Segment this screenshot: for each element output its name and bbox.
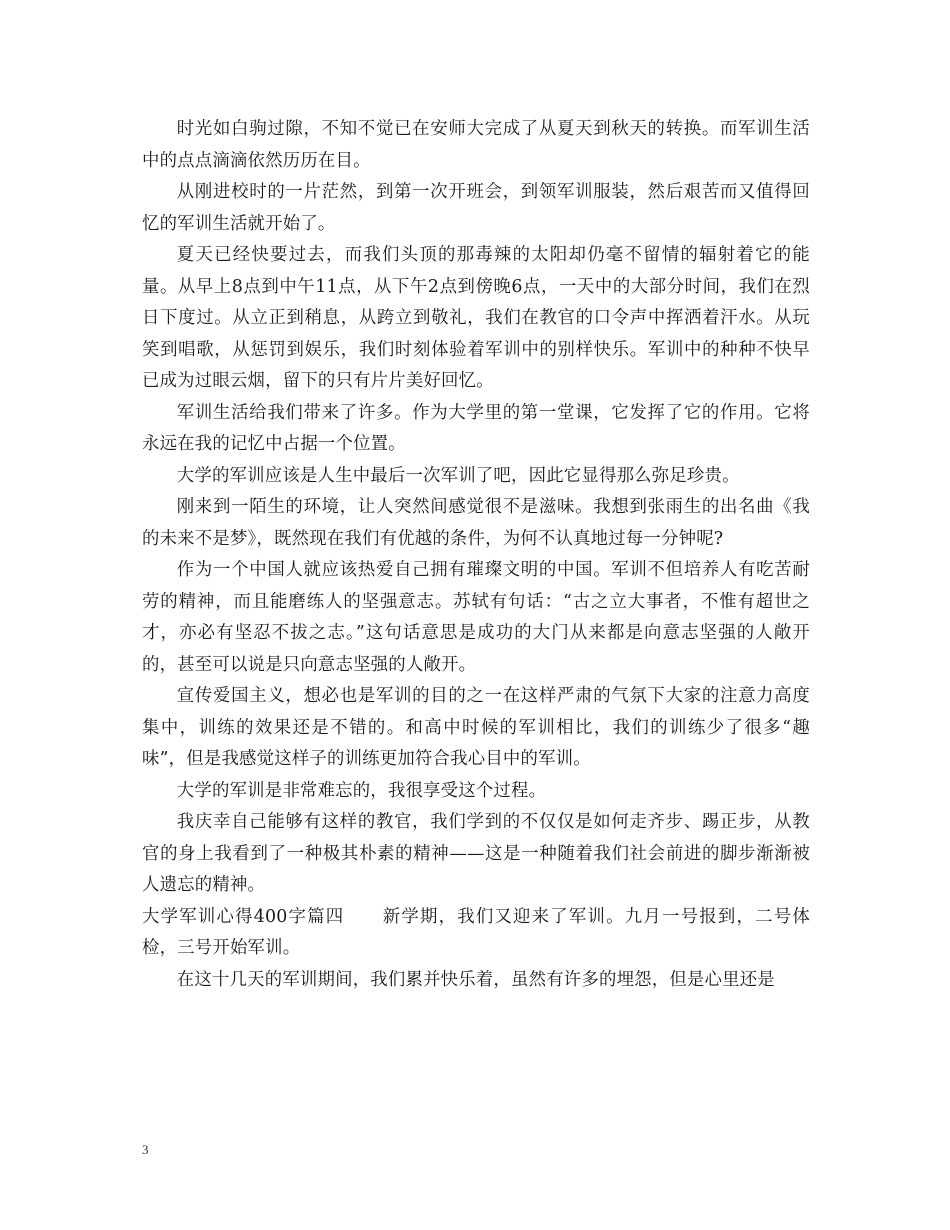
paragraph: 大学的军训是非常难忘的，我很享受这个过程。 [176,780,547,801]
document-body [142,114,810,996]
page-number: 3 [142,1142,149,1157]
paragraph: 大学的军训应该是人生中最后一次军训了吧，因此它显得那么弥足珍贵。 [176,465,740,486]
paragraph: 从刚进校时的一片茫然，到第一次开班会，到领军训服装，然后艰苦而又值得回忆的军训生活就开始了。 [142,182,810,234]
section-intro: 新学期，我们又迎来了军训。九月一号报到，二号体检，三号开始军训。 [142,906,810,958]
paragraph: 夏天已经快要过去，而我们头顶的那毒辣的太阳却仍毫不留情的辐射着它的能量。从早上8点到中午11点，从下午2点到傍晚6点，一天中的大部分时间，我们在烈日下度过。从立正到稍息，从跨立到敬礼，我们在教官的口令声中挥洒着汗水。从玩笑到唱歌，从惩罚到娱乐，我们时刻体验着军训中的别样快乐。军训中的种种不快早已成为过眼云烟，留下的只有片片美好回忆。 [142,245,810,391]
section-heading: 大学军训心得400字篇四 [142,906,345,927]
paragraph: 军训生活给我们带来了许多。作为大学里的第一堂课，它发挥了它的作用。它将永远在我的记忆中占据一个位置。 [142,402,810,454]
section-paragraph [142,902,810,965]
paragraph: 宣传爱国主义，想必也是军训的目的之一在这样严肃的气氛下大家的注意力高度集中，训练的效果还是不错的。和高中时候的军训相比，我们的训练少了很多“趣味”，但是我感觉这样子的训练更加符合我心目中的军训。 [142,686,810,769]
paragraph: 作为一个中国人就应该热爱自己拥有璀璨文明的中国。军训不但培养人有吃苦耐劳的精神，而且能磨练人的坚强意志。苏轼有句话：“古之立大事者，不惟有超世之才，亦必有坚忍不拔之志。”这句话意思是成功的大门从来都是向意志坚强的人敞开的，甚至可以说是只向意志坚强的人敞开。 [142,560,810,675]
paragraph: 刚来到一陌生的环境，让人突然间感觉很不是滋味。我想到张雨生的出名曲《我的未来不是梦》，既然现在我们有优越的条件，为何不认真地过每一分钟呢? [142,497,810,549]
paragraph: 我庆幸自己能够有这样的教官，我们学到的不仅仅是如何走齐步、踢正步，从教官的身上我看到了一种极其朴素的精神——这是一种随着我们社会前进的脚步渐渐被人遗忘的精神。 [142,812,810,895]
paragraph: 在这十几天的军训期间，我们累并快乐着，虽然有许多的埋怨，但是心里还是 [176,969,775,990]
paragraph: 时光如白驹过隙，不知不觉已在安师大完成了从夏天到秋天的转换。而军训生活中的点点滴滴依然历历在目。 [142,119,810,171]
